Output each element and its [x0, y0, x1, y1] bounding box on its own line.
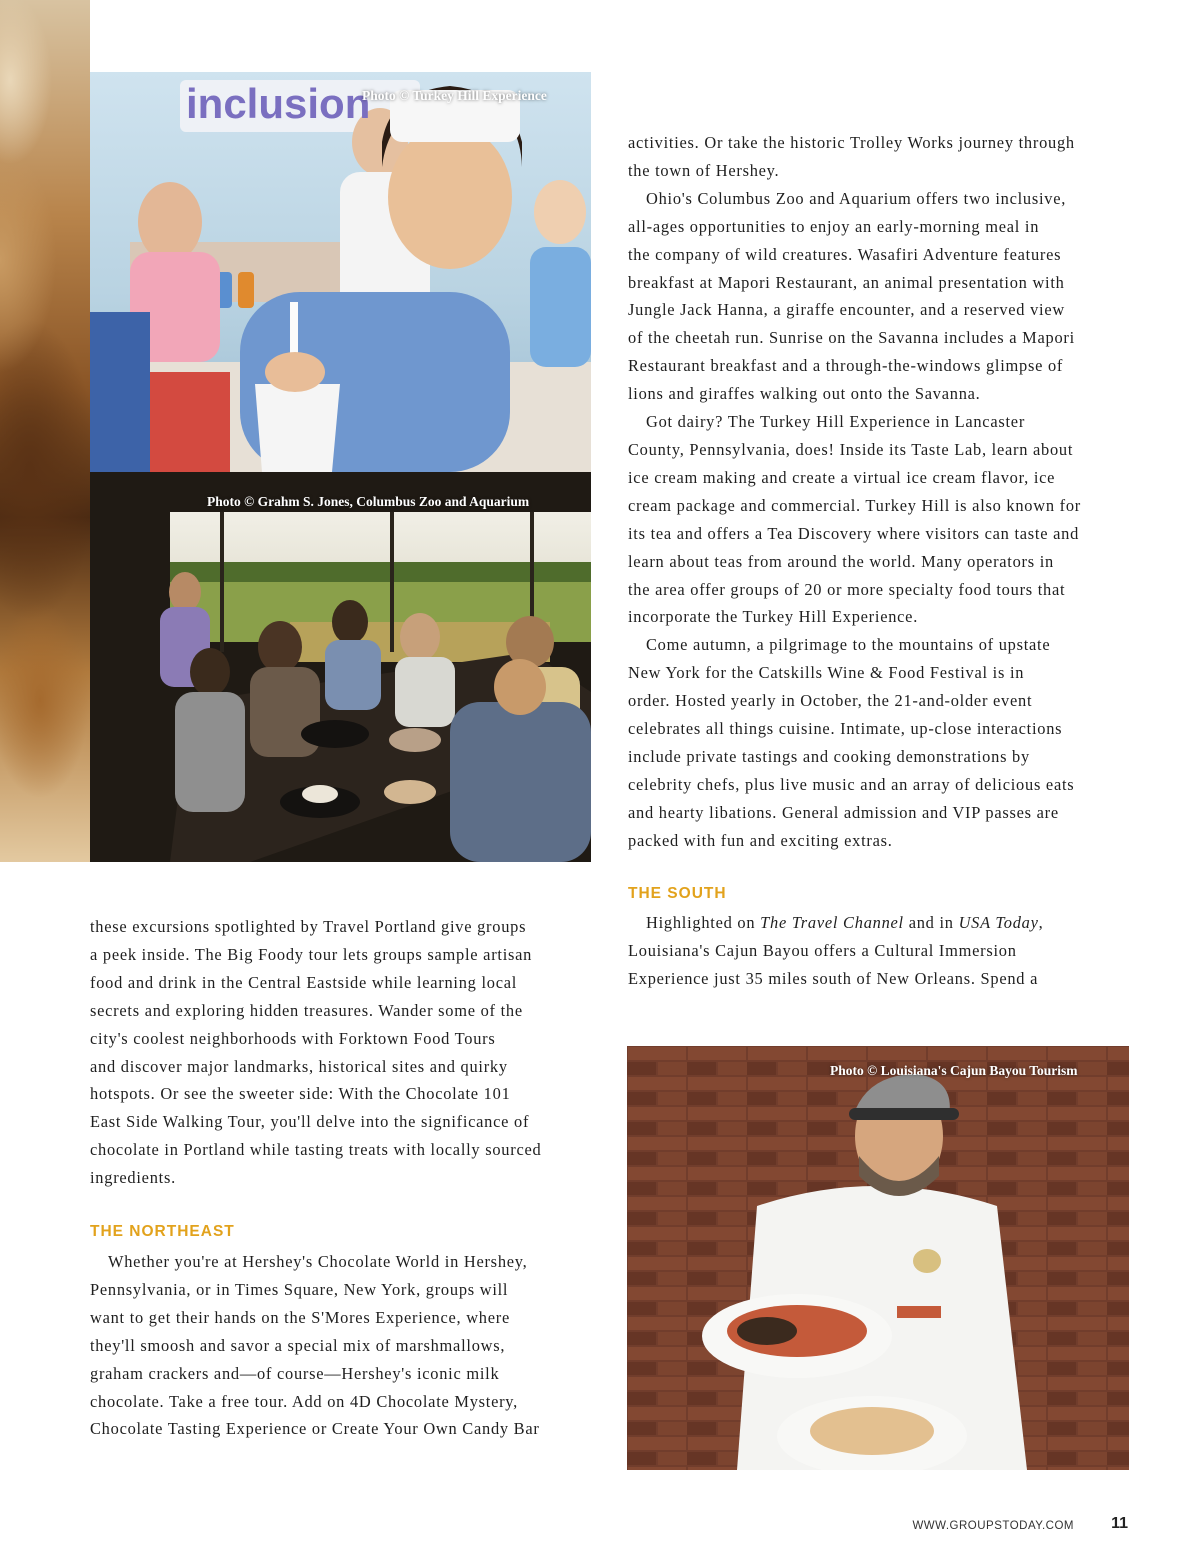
- text-line: Ohio's Columbus Zoo and Aquarium offers two inclusive,: [646, 188, 1067, 208]
- right-column-top: [628, 129, 1148, 855]
- text-line: ingredients.: [90, 1168, 176, 1188]
- text-line: and hearty libations. General admission and VIP passes are: [628, 802, 1059, 822]
- text-line: want to get their hands on the S'Mores Experience, where: [90, 1307, 511, 1327]
- text-line: a peek inside. The Big Foody tour lets groups sample artisan: [90, 944, 533, 964]
- text-line: East Side Walking Tour, you'll delve into the significance of: [90, 1112, 530, 1132]
- text-line: learn about teas from around the world. Many operators in: [628, 551, 1054, 571]
- page-number: 11: [1111, 1515, 1128, 1532]
- text-line: lions and giraffes walking out onto the Savanna.: [628, 384, 981, 404]
- text-line: hotspots. Or see the sweeter side: With the Chocolate 101: [90, 1084, 511, 1104]
- text-line: of the cheetah run. Sunrise on the Savanna includes a Mapori: [628, 328, 1075, 348]
- text-line: Got dairy? The Turkey Hill Experience in Lancaster: [646, 412, 1026, 432]
- left-column-text: [90, 913, 600, 1192]
- columbus-zoo-photo: [90, 472, 591, 862]
- section-heading-south: THE SOUTH: [628, 885, 727, 902]
- section-heading-northeast: THE NORTHEAST: [90, 1223, 235, 1240]
- text-line: ice cream making and create a virtual ice cream flavor, ice: [628, 467, 1056, 487]
- text-line: order. Hosted yearly in October, the 21-and-older event: [628, 691, 1033, 711]
- turkey-hill-photo: [90, 72, 591, 472]
- text-line: chocolate in Portland while tasting treats with locally sourced: [90, 1140, 542, 1160]
- text-line: and discover major landmarks, historical sites and quirky: [90, 1056, 508, 1076]
- sign-text: inclusion: [186, 80, 371, 127]
- text-line: all-ages opportunities to enjoy an early-morning meal in: [628, 216, 1040, 236]
- text-line: breakfast at Mapori Restaurant, an animal presentation with: [628, 272, 1065, 292]
- text-line: graham crackers and—of course—Hershey's iconic milk: [90, 1363, 500, 1383]
- text-line: County, Pennsylvania, does! Inside its Taste Lab, learn about: [628, 439, 1074, 459]
- text-line: the town of Hershey.: [628, 160, 780, 180]
- text-line: Restaurant breakfast and a through-the-windows glimpse of: [628, 356, 1064, 376]
- text-line: Come autumn, a pilgrimage to the mountains of upstate: [646, 635, 1051, 655]
- photo-credit: Photo © Turkey Hill Experience: [362, 88, 547, 103]
- text-line: they'll smoosh and savor a special mix of marshmallows,: [90, 1335, 506, 1355]
- south-text: [628, 909, 1148, 993]
- text-line: Pennsylvania, or in Times Square, New York, groups will: [90, 1279, 509, 1299]
- text-line: city's coolest neighborhoods with Forktown Food Tours: [90, 1028, 496, 1048]
- text-line: celebrates all things cuisine. Intimate, up-close interactions: [628, 719, 1063, 739]
- photo-credit: Photo © Grahm S. Jones, Columbus Zoo and Aquarium: [207, 494, 530, 509]
- text-line: New York for the Catskills Wine & Food Festival is in: [628, 663, 1025, 683]
- text-line: Jungle Jack Hanna, a giraffe encounter, and a reserved view: [628, 300, 1065, 320]
- text-line: chocolate. Take a free tour. Add on 4D Chocolate Mystery,: [90, 1391, 519, 1411]
- text-line: include private tastings and cooking demonstrations by: [628, 746, 1030, 766]
- text-line: Experience just 35 miles south of New Orleans. Spend a: [628, 968, 1039, 988]
- northeast-text: [90, 1248, 600, 1443]
- photo-credit: Photo © Louisiana's Cajun Bayou Tourism: [830, 1063, 1078, 1078]
- text-line: packed with fun and exciting extras.: [628, 830, 893, 850]
- text-line: the company of wild creatures. Wasafiri Adventure features: [628, 244, 1062, 264]
- text-line: cream package and commercial. Turkey Hill is also known for: [628, 495, 1081, 515]
- text-line: its tea and offers a Tea Discovery where visitors can taste and: [628, 523, 1080, 543]
- text-line: Louisiana's Cajun Bayou offers a Cultural Immersion: [628, 940, 1017, 960]
- text-line: Chocolate Tasting Experience or Create Your Own Candy Bar: [90, 1419, 540, 1439]
- text-line: activities. Or take the historic Trolley Works journey through: [628, 133, 1075, 152]
- text-line: secrets and exploring hidden treasures. Wander some of the: [90, 1000, 523, 1020]
- text-line: food and drink in the Central Eastside while learning local: [90, 972, 518, 992]
- text-line: Whether you're at Hershey's Chocolate World in Hershey,: [108, 1252, 528, 1271]
- text-line: these excursions spotlighted by Travel Portland give groups: [90, 917, 527, 936]
- text-line: celebrity chefs, plus live music and an array of delicious eats: [628, 774, 1075, 794]
- edge-food-photo: [0, 0, 90, 862]
- text-line: Highlighted on The Travel Channel and in USA Today,: [646, 913, 1044, 932]
- cajun-bayou-photo: [627, 1046, 1129, 1470]
- text-line: the area offer groups of 20 or more specialty food tours that: [628, 579, 1066, 599]
- footer-website-link[interactable]: WWW.GROUPSTODAY.COM: [912, 1520, 1074, 1532]
- text-line: incorporate the Turkey Hill Experience.: [628, 607, 919, 627]
